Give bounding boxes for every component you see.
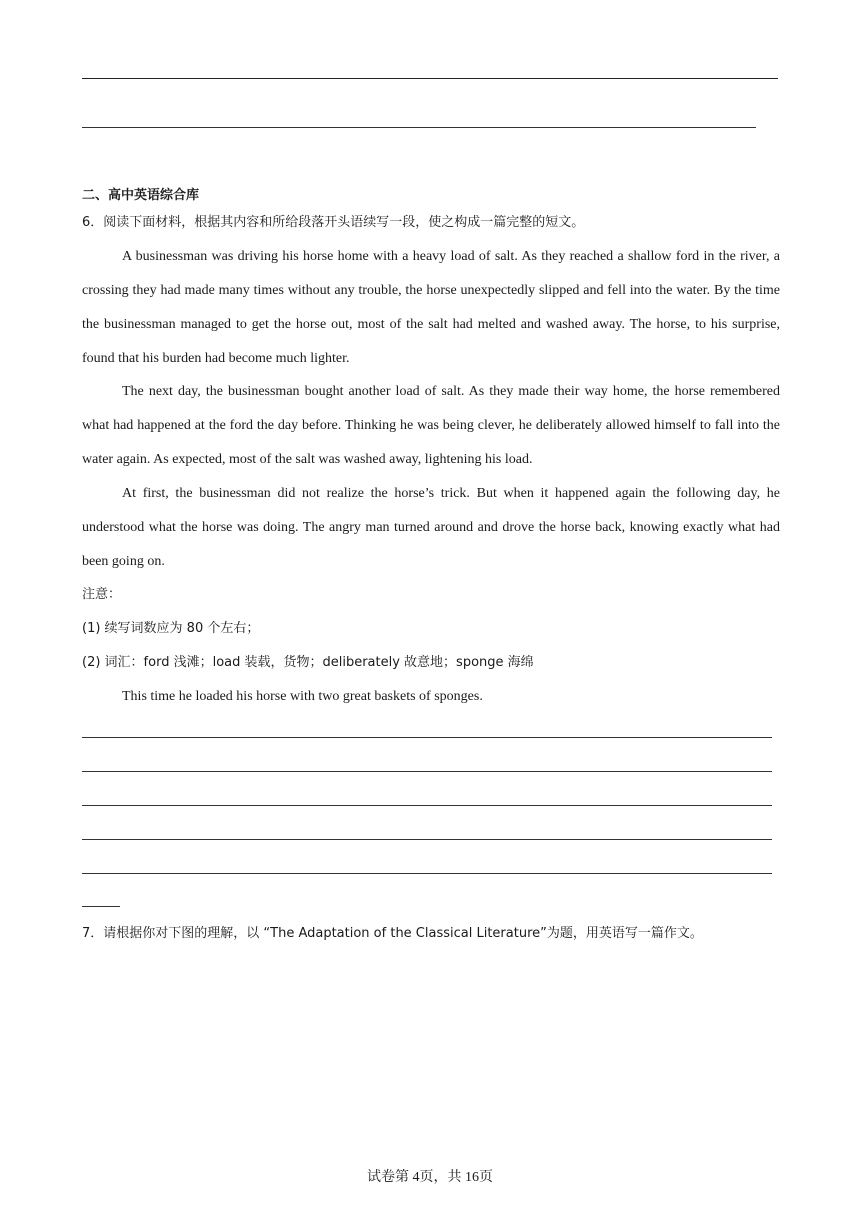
writing-line: [82, 873, 772, 874]
question-7-prompt: 7．请根据你对下图的理解，以 “The Adaptation of the Classical Literature”为题，用英语写一篇作文。: [82, 926, 703, 941]
writing-line: [82, 906, 120, 907]
question-6-prompt: 6．阅读下面材料，根据其内容和所给段落开头语续写一段，使之构成一篇完整的短文。: [82, 215, 585, 230]
passage-paragraph-3: At first, the businessman did not realize the horse’s trick. But when it happened again the following day, he understood what the horse was doing. The angry man turned around and drove the horse back, knowing exactly what had been going on.: [82, 486, 780, 569]
answer-line: [82, 78, 778, 79]
passage-paragraph-2: The next day, the businessman bought another load of salt. As they made their way home, the horse remembered what had happened at the ford the day before. Thinking he was being clever, he deliberately allowed himself to fall into the water again. As expected, most of the salt was washed away, lightening his load.: [82, 384, 780, 467]
passage-paragraph-1: A businessman was driving his horse home with a heavy load of salt. As they reached a shallow ford in the river, a crossing they had made many times without any trouble, the horse unexpectedly slipped and fell into the water. By the time the businessman managed to get the horse out, most of the salt had melted and washed away. The horse, to his surprise, found that his burden had become much lighter.: [82, 249, 780, 366]
note-vocabulary: (2) 词汇：ford 浅滩；load 装载，货物；deliberately 故意地；sponge 海绵: [82, 655, 534, 670]
writing-line: [82, 771, 772, 772]
answer-line: [82, 127, 756, 128]
page-footer: 试卷第 4页，共 16页: [367, 1170, 493, 1185]
writing-line: [82, 737, 772, 738]
writing-line: [82, 805, 772, 806]
note-label: 注意：: [82, 587, 122, 602]
continuation-opening: This time he loaded his horse with two great baskets of sponges.: [122, 689, 483, 704]
note-word-count: (1) 续写词数应为 80 个左右；: [82, 621, 260, 636]
writing-line: [82, 839, 772, 840]
section-heading: 二、高中英语综合库: [82, 188, 200, 203]
